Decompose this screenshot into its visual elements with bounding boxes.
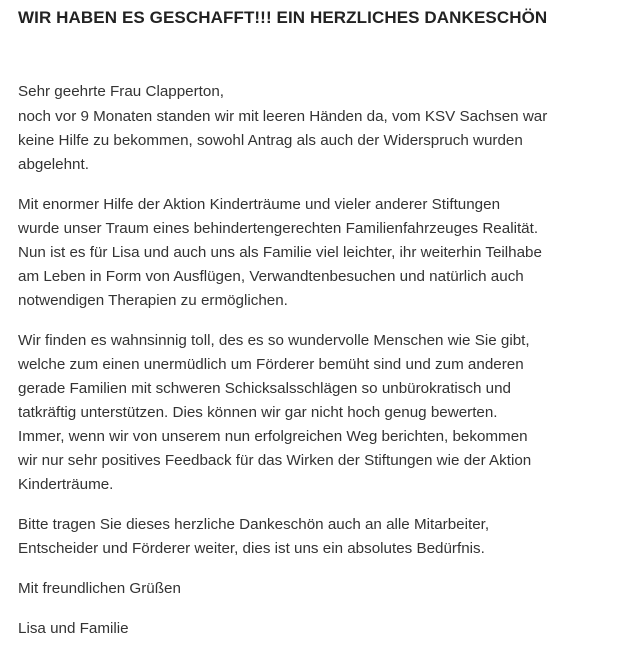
paragraph-line: abgelehnt.	[18, 156, 89, 173]
paragraph-line: keine Hilfe zu bekommen, sowohl Antrag als auch der Widerspruch wurden	[18, 132, 523, 149]
letter-title: WIR HABEN ES GESCHAFFT!!! EIN HERZLICHES DANKESCHÖN	[18, 8, 548, 27]
paragraph-line: welche zum einen unermüdlich um Förderer bemüht sind und zum anderen	[18, 356, 524, 373]
paragraph	[18, 513, 618, 561]
paragraph-line: tatkräftig unterstützen. Dies können wir gar nicht hoch genug bewerten.	[18, 404, 498, 421]
paragraph-line: gerade Familien mit schweren Schicksalsschlägen so unbürokratisch und	[18, 380, 511, 397]
paragraph-line: wir nur sehr positives Feedback für das Wirken der Stiftungen wie der Aktion	[18, 452, 532, 469]
salutation: Sehr geehrte Frau Clapperton,	[18, 83, 224, 100]
paragraph-line: notwendigen Therapien zu ermöglichen.	[18, 292, 288, 309]
paragraph-line: noch vor 9 Monaten standen wir mit leeren Händen da, vom KSV Sachsen war	[18, 108, 548, 125]
paragraph	[18, 193, 618, 313]
paragraph-line: Bitte tragen Sie dieses herzliche Dankeschön auch an alle Mitarbeiter,	[18, 516, 490, 533]
paragraph-line: wurde unser Traum eines behindertengerechten Familienfahrzeuges Realität.	[18, 220, 539, 237]
paragraph-line: Entscheider und Förderer weiter, dies ist uns ein absolutes Bedürfnis.	[18, 540, 485, 557]
paragraph-line: Mit enormer Hilfe der Aktion Kinderträume und vieler anderer Stiftungen	[18, 196, 501, 213]
closing: Mit freundlichen Grüßen	[18, 580, 181, 597]
letter-body	[18, 80, 618, 657]
signature: Lisa und Familie	[18, 620, 129, 637]
paragraph-line: Nun ist es für Lisa und auch uns als Familie viel leichter, ihr weiterhin Teilhabe	[18, 244, 542, 261]
paragraph	[18, 105, 618, 177]
paragraph-line: Kinderträume.	[18, 476, 114, 493]
paragraph-line: Immer, wenn wir von unserem nun erfolgreichen Weg berichten, bekommen	[18, 428, 528, 445]
paragraphs	[18, 105, 618, 561]
paragraph-line: Wir finden es wahnsinnig toll, des es so wundervolle Menschen wie Sie gibt,	[18, 332, 530, 349]
paragraph	[18, 329, 618, 497]
paragraph-line: am Leben in Form von Ausflügen, Verwandtenbesuchen und natürlich auch	[18, 268, 524, 285]
